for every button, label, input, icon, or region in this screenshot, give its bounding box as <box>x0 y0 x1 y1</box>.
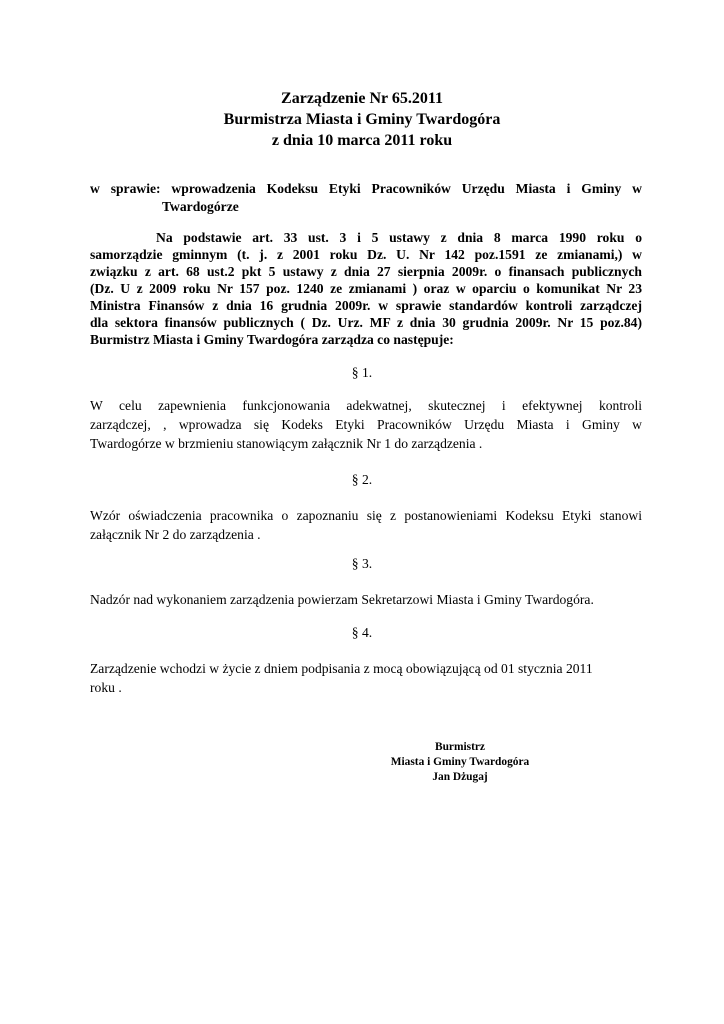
subject-line: Twardogórze <box>162 199 239 214</box>
section-2-heading: § 2. <box>351 472 373 487</box>
signature-title: Burmistrz <box>435 741 485 753</box>
section-1-heading: § 1. <box>351 365 373 380</box>
document-title <box>0 88 724 151</box>
legal-basis-line: samorządzie gminnym (t. j. z 2001 roku Dz. U. Nr 142 poz.1591 ze zmianami,) w <box>90 247 642 262</box>
title-line-date: z dnia 10 marca 2011 roku <box>271 132 453 149</box>
title-line-issuer: Burmistrza Miasta i Gminy Twardogóra <box>223 111 501 128</box>
section-2-line: Wzór oświadczenia pracownika o zapoznaniu się z postanowieniami Kodeksu Etyki stanowi <box>90 508 642 523</box>
subject-line: w sprawie: wprowadzenia Kodeksu Etyki Pracowników Urzędu Miasta i Gminy w <box>90 181 642 196</box>
signature-office: Miasta i Gminy Twardogóra <box>390 756 530 768</box>
section-1-line: Twardogórze w brzmieniu stanowiącym załącznik Nr 1 do zarządzenia . <box>90 436 483 451</box>
title-line-ordinance-number: Zarządzenie Nr 65.2011 <box>281 90 443 107</box>
section-2-text <box>90 506 642 544</box>
legal-basis-line: Ministra Finansów z dnia 16 grudnia 2009r. w sprawie standardów kontroli zarządczej <box>90 298 642 313</box>
legal-basis-line: Na podstawie art. 33 ust. 3 i 5 ustawy z dnia 8 marca 1990 roku o <box>156 230 642 245</box>
section-2-line: załącznik Nr 2 do zarządzenia . <box>90 527 261 542</box>
section-4-heading: § 4. <box>351 625 373 640</box>
section-1-line: W celu zapewnienia funkcjonowania adekwatnej, skutecznej i efektywnej kontroli <box>90 398 642 413</box>
subject-block <box>90 180 642 216</box>
section-3-heading: § 3. <box>351 556 373 571</box>
signature-name: Jan Dżugaj <box>432 771 488 783</box>
legal-basis-line: związku z art. 68 ust.2 pkt 5 ustawy z dnia 27 sierpnia 2009r. o finansach publicznych <box>90 264 642 279</box>
section-1-text <box>90 396 642 453</box>
legal-basis-paragraph <box>90 229 642 348</box>
section-1-line: zarządczej, , wprowadza się Kodeks Etyki Pracowników Urzędu Miasta i Gminy w <box>90 417 642 432</box>
legal-basis-line: (Dz. U z 2009 roku Nr 157 poz. 1240 ze zmianami ) oraz w oparciu o komunikat Nr 23 <box>90 281 642 296</box>
legal-basis-line: dla sektora finansów publicznych ( Dz. Urz. MF z dnia 30 grudnia 2009r. Nr 15 poz.84) <box>90 315 642 330</box>
section-4-line: roku . <box>90 680 122 695</box>
section-3-line: Nadzór nad wykonaniem zarządzenia powierzam Sekretarzowi Miasta i Gminy Twardogóra. <box>90 592 594 607</box>
section-3-text <box>90 590 642 609</box>
signature-block <box>360 740 560 785</box>
legal-basis-line: Burmistrz Miasta i Gminy Twardogóra zarządza co następuje: <box>90 332 454 347</box>
section-4-text <box>90 659 642 697</box>
section-4-line: Zarządzenie wchodzi w życie z dniem podpisania z mocą obowiązującą od 01 stycznia 2011 <box>90 661 593 676</box>
